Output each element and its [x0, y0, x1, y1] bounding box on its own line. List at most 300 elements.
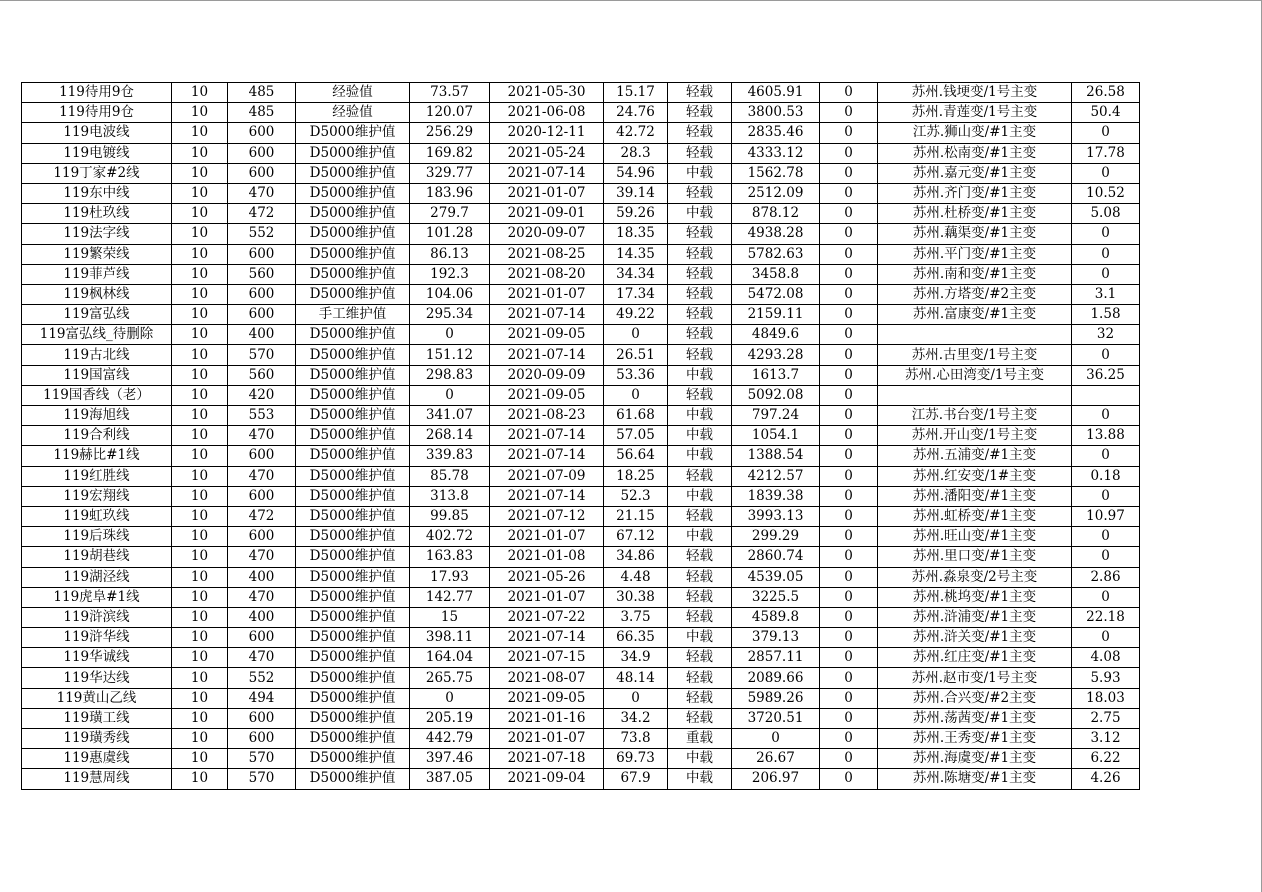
cell-substation-transformer[interactable]: 苏州.平门变/#1主变 — [878, 244, 1072, 264]
cell-load-rate[interactable]: 42.72 — [604, 123, 668, 143]
cell-current-value[interactable]: 295.34 — [410, 305, 490, 325]
cell-flag[interactable]: 0 — [820, 527, 878, 547]
cell-rated-current[interactable]: 552 — [228, 224, 296, 244]
cell-value-source[interactable]: D5000维护值 — [296, 749, 410, 769]
cell-value-source[interactable]: D5000维护值 — [296, 446, 410, 466]
cell-load-rate[interactable]: 59.26 — [604, 204, 668, 224]
cell-load-level[interactable]: 轻载 — [668, 244, 732, 264]
cell-current-value[interactable]: 15 — [410, 607, 490, 627]
cell-voltage[interactable]: 10 — [172, 83, 228, 103]
cell-flag[interactable]: 0 — [820, 628, 878, 648]
cell-voltage[interactable]: 10 — [172, 103, 228, 123]
cell-load-level[interactable]: 中载 — [668, 163, 732, 183]
cell-load-rate[interactable]: 34.86 — [604, 547, 668, 567]
cell-last-value[interactable]: 0 — [1072, 587, 1140, 607]
cell-load-level[interactable]: 轻载 — [668, 305, 732, 325]
cell-value-source[interactable]: D5000维护值 — [296, 264, 410, 284]
cell-voltage[interactable]: 10 — [172, 426, 228, 446]
cell-voltage[interactable]: 10 — [172, 628, 228, 648]
cell-current-value[interactable]: 398.11 — [410, 628, 490, 648]
cell-load-level[interactable]: 轻载 — [668, 183, 732, 203]
cell-date[interactable]: 2021-08-20 — [490, 264, 604, 284]
cell-line-name[interactable]: 119东中线 — [22, 183, 172, 203]
cell-flag[interactable]: 0 — [820, 244, 878, 264]
cell-flag[interactable]: 0 — [820, 668, 878, 688]
cell-remaining-capacity[interactable]: 4293.28 — [732, 345, 820, 365]
cell-date[interactable]: 2021-09-05 — [490, 325, 604, 345]
cell-rated-current[interactable]: 600 — [228, 708, 296, 728]
cell-current-value[interactable]: 0 — [410, 385, 490, 405]
cell-last-value[interactable]: 4.08 — [1072, 648, 1140, 668]
cell-rated-current[interactable]: 570 — [228, 345, 296, 365]
cell-substation-transformer[interactable]: 苏州.海虞变/#1主变 — [878, 749, 1072, 769]
cell-voltage[interactable]: 10 — [172, 204, 228, 224]
cell-last-value[interactable]: 0.18 — [1072, 466, 1140, 486]
cell-flag[interactable]: 0 — [820, 547, 878, 567]
cell-current-value[interactable]: 397.46 — [410, 749, 490, 769]
cell-last-value[interactable]: 3.12 — [1072, 729, 1140, 749]
cell-last-value[interactable]: 26.58 — [1072, 83, 1140, 103]
cell-voltage[interactable]: 10 — [172, 466, 228, 486]
cell-line-name[interactable]: 119电波线 — [22, 123, 172, 143]
cell-current-value[interactable]: 17.93 — [410, 567, 490, 587]
cell-value-source[interactable]: D5000维护值 — [296, 729, 410, 749]
cell-line-name[interactable]: 119慧周线 — [22, 769, 172, 789]
cell-load-rate[interactable]: 34.2 — [604, 708, 668, 728]
cell-voltage[interactable]: 10 — [172, 688, 228, 708]
cell-last-value[interactable]: 0 — [1072, 547, 1140, 567]
cell-value-source[interactable]: D5000维护值 — [296, 486, 410, 506]
cell-flag[interactable]: 0 — [820, 648, 878, 668]
cell-load-level[interactable]: 轻载 — [668, 688, 732, 708]
cell-last-value[interactable]: 0 — [1072, 224, 1140, 244]
cell-remaining-capacity[interactable]: 797.24 — [732, 406, 820, 426]
cell-rated-current[interactable]: 400 — [228, 325, 296, 345]
cell-rated-current[interactable]: 560 — [228, 365, 296, 385]
cell-rated-current[interactable]: 600 — [228, 123, 296, 143]
cell-current-value[interactable]: 163.83 — [410, 547, 490, 567]
cell-load-rate[interactable]: 24.76 — [604, 103, 668, 123]
cell-last-value[interactable]: 0 — [1072, 486, 1140, 506]
cell-load-level[interactable]: 轻载 — [668, 224, 732, 244]
cell-date[interactable]: 2021-07-14 — [490, 628, 604, 648]
cell-remaining-capacity[interactable]: 4589.8 — [732, 607, 820, 627]
cell-flag[interactable]: 0 — [820, 446, 878, 466]
cell-remaining-capacity[interactable]: 4605.91 — [732, 83, 820, 103]
cell-load-level[interactable]: 轻载 — [668, 466, 732, 486]
cell-rated-current[interactable]: 570 — [228, 749, 296, 769]
cell-load-rate[interactable]: 48.14 — [604, 668, 668, 688]
cell-line-name[interactable]: 119璜工线 — [22, 708, 172, 728]
cell-remaining-capacity[interactable]: 1613.7 — [732, 365, 820, 385]
cell-substation-transformer[interactable]: 苏州.陈塘变/#1主变 — [878, 769, 1072, 789]
cell-load-level[interactable]: 轻载 — [668, 668, 732, 688]
cell-date[interactable]: 2021-06-08 — [490, 103, 604, 123]
cell-line-name[interactable]: 119法字线 — [22, 224, 172, 244]
cell-flag[interactable]: 0 — [820, 183, 878, 203]
cell-load-rate[interactable]: 34.9 — [604, 648, 668, 668]
cell-flag[interactable]: 0 — [820, 466, 878, 486]
cell-flag[interactable]: 0 — [820, 567, 878, 587]
cell-current-value[interactable]: 104.06 — [410, 284, 490, 304]
cell-voltage[interactable]: 10 — [172, 325, 228, 345]
cell-flag[interactable]: 0 — [820, 163, 878, 183]
cell-substation-transformer[interactable]: 苏州.藕渠变/#1主变 — [878, 224, 1072, 244]
cell-load-rate[interactable]: 30.38 — [604, 587, 668, 607]
cell-load-rate[interactable]: 39.14 — [604, 183, 668, 203]
cell-last-value[interactable] — [1072, 385, 1140, 405]
cell-date[interactable]: 2021-07-22 — [490, 607, 604, 627]
cell-load-rate[interactable]: 69.73 — [604, 749, 668, 769]
cell-date[interactable]: 2021-07-18 — [490, 749, 604, 769]
cell-load-rate[interactable]: 54.96 — [604, 163, 668, 183]
cell-date[interactable]: 2021-01-07 — [490, 587, 604, 607]
cell-remaining-capacity[interactable]: 4333.12 — [732, 143, 820, 163]
cell-remaining-capacity[interactable]: 2089.66 — [732, 668, 820, 688]
cell-remaining-capacity[interactable]: 5782.63 — [732, 244, 820, 264]
cell-current-value[interactable]: 151.12 — [410, 345, 490, 365]
cell-last-value[interactable]: 0 — [1072, 446, 1140, 466]
cell-substation-transformer[interactable]: 苏州.红安变/1#主变 — [878, 466, 1072, 486]
cell-rated-current[interactable]: 470 — [228, 466, 296, 486]
cell-date[interactable]: 2021-07-12 — [490, 506, 604, 526]
cell-rated-current[interactable]: 553 — [228, 406, 296, 426]
cell-current-value[interactable]: 164.04 — [410, 648, 490, 668]
cell-value-source[interactable]: D5000维护值 — [296, 143, 410, 163]
cell-date[interactable]: 2021-07-14 — [490, 345, 604, 365]
cell-flag[interactable]: 0 — [820, 769, 878, 789]
cell-remaining-capacity[interactable]: 379.13 — [732, 628, 820, 648]
cell-flag[interactable]: 0 — [820, 143, 878, 163]
cell-load-level[interactable]: 轻载 — [668, 587, 732, 607]
cell-value-source[interactable]: D5000维护值 — [296, 224, 410, 244]
cell-load-level[interactable]: 轻载 — [668, 143, 732, 163]
cell-date[interactable]: 2021-07-14 — [490, 305, 604, 325]
cell-last-value[interactable]: 0 — [1072, 244, 1140, 264]
cell-remaining-capacity[interactable]: 299.29 — [732, 527, 820, 547]
cell-flag[interactable]: 0 — [820, 305, 878, 325]
cell-substation-transformer[interactable]: 苏州.桃坞变/#1主变 — [878, 587, 1072, 607]
cell-line-name[interactable]: 119富弘线_待删除 — [22, 325, 172, 345]
cell-current-value[interactable]: 329.77 — [410, 163, 490, 183]
cell-line-name[interactable]: 119虹玖线 — [22, 506, 172, 526]
cell-load-rate[interactable]: 21.15 — [604, 506, 668, 526]
cell-last-value[interactable]: 32 — [1072, 325, 1140, 345]
cell-line-name[interactable]: 119胡巷线 — [22, 547, 172, 567]
cell-remaining-capacity[interactable]: 1562.78 — [732, 163, 820, 183]
cell-last-value[interactable]: 17.78 — [1072, 143, 1140, 163]
cell-date[interactable]: 2021-05-26 — [490, 567, 604, 587]
cell-load-rate[interactable]: 53.36 — [604, 365, 668, 385]
cell-rated-current[interactable]: 600 — [228, 163, 296, 183]
cell-substation-transformer[interactable]: 苏州.钱埂变/1号主变 — [878, 83, 1072, 103]
cell-load-level[interactable]: 中载 — [668, 769, 732, 789]
cell-current-value[interactable]: 265.75 — [410, 668, 490, 688]
cell-flag[interactable]: 0 — [820, 506, 878, 526]
cell-substation-transformer[interactable]: 苏州.红庄变/#1主变 — [878, 648, 1072, 668]
cell-voltage[interactable]: 10 — [172, 305, 228, 325]
cell-substation-transformer[interactable]: 苏州.南和变/#1主变 — [878, 264, 1072, 284]
cell-voltage[interactable]: 10 — [172, 486, 228, 506]
cell-remaining-capacity[interactable]: 5472.08 — [732, 284, 820, 304]
cell-date[interactable]: 2021-08-25 — [490, 244, 604, 264]
cell-value-source[interactable]: D5000维护值 — [296, 163, 410, 183]
cell-value-source[interactable]: D5000维护值 — [296, 567, 410, 587]
cell-load-level[interactable]: 轻载 — [668, 83, 732, 103]
cell-load-rate[interactable]: 28.3 — [604, 143, 668, 163]
cell-voltage[interactable]: 10 — [172, 749, 228, 769]
cell-current-value[interactable]: 442.79 — [410, 729, 490, 749]
cell-date[interactable]: 2021-08-07 — [490, 668, 604, 688]
cell-rated-current[interactable]: 552 — [228, 668, 296, 688]
cell-substation-transformer[interactable]: 苏州.古里变/1号主变 — [878, 345, 1072, 365]
cell-load-level[interactable]: 轻载 — [668, 607, 732, 627]
cell-last-value[interactable]: 1.58 — [1072, 305, 1140, 325]
cell-load-rate[interactable]: 67.12 — [604, 527, 668, 547]
cell-flag[interactable]: 0 — [820, 325, 878, 345]
cell-substation-transformer[interactable]: 苏州.浒浦变/#1主变 — [878, 607, 1072, 627]
cell-voltage[interactable]: 10 — [172, 587, 228, 607]
cell-current-value[interactable]: 99.85 — [410, 506, 490, 526]
cell-flag[interactable]: 0 — [820, 729, 878, 749]
cell-last-value[interactable]: 2.75 — [1072, 708, 1140, 728]
cell-line-name[interactable]: 119虎阜#1线 — [22, 587, 172, 607]
cell-load-rate[interactable]: 0 — [604, 325, 668, 345]
cell-flag[interactable]: 0 — [820, 426, 878, 446]
cell-rated-current[interactable]: 470 — [228, 183, 296, 203]
cell-load-rate[interactable]: 18.35 — [604, 224, 668, 244]
cell-rated-current[interactable]: 400 — [228, 607, 296, 627]
cell-flag[interactable]: 0 — [820, 345, 878, 365]
cell-value-source[interactable]: D5000维护值 — [296, 527, 410, 547]
cell-substation-transformer[interactable]: 苏州.赵市变/1号主变 — [878, 668, 1072, 688]
cell-line-name[interactable]: 119惠虞线 — [22, 749, 172, 769]
cell-substation-transformer[interactable]: 苏州.杜桥变/#1主变 — [878, 204, 1072, 224]
cell-load-rate[interactable]: 52.3 — [604, 486, 668, 506]
cell-load-rate[interactable]: 67.9 — [604, 769, 668, 789]
cell-rated-current[interactable]: 600 — [228, 486, 296, 506]
cell-substation-transformer[interactable]: 苏州.松南变/#1主变 — [878, 143, 1072, 163]
cell-load-level[interactable]: 轻载 — [668, 264, 732, 284]
cell-rated-current[interactable]: 494 — [228, 688, 296, 708]
cell-current-value[interactable]: 339.83 — [410, 446, 490, 466]
cell-rated-current[interactable]: 470 — [228, 648, 296, 668]
cell-value-source[interactable]: D5000维护值 — [296, 204, 410, 224]
cell-voltage[interactable]: 10 — [172, 406, 228, 426]
cell-last-value[interactable]: 10.97 — [1072, 506, 1140, 526]
cell-voltage[interactable]: 10 — [172, 668, 228, 688]
cell-line-name[interactable]: 119湖泾线 — [22, 567, 172, 587]
cell-rated-current[interactable]: 560 — [228, 264, 296, 284]
cell-substation-transformer[interactable]: 苏州.心田湾变/1号主变 — [878, 365, 1072, 385]
cell-load-rate[interactable]: 17.34 — [604, 284, 668, 304]
cell-date[interactable]: 2020-12-11 — [490, 123, 604, 143]
cell-remaining-capacity[interactable]: 3225.5 — [732, 587, 820, 607]
cell-line-name[interactable]: 119电镀线 — [22, 143, 172, 163]
cell-load-rate[interactable]: 57.05 — [604, 426, 668, 446]
cell-last-value[interactable]: 0 — [1072, 264, 1140, 284]
cell-date[interactable]: 2021-07-09 — [490, 466, 604, 486]
cell-current-value[interactable]: 73.57 — [410, 83, 490, 103]
cell-voltage[interactable]: 10 — [172, 729, 228, 749]
cell-value-source[interactable]: D5000维护值 — [296, 769, 410, 789]
cell-remaining-capacity[interactable]: 3993.13 — [732, 506, 820, 526]
cell-line-name[interactable]: 119国富线 — [22, 365, 172, 385]
cell-load-rate[interactable]: 73.8 — [604, 729, 668, 749]
cell-last-value[interactable]: 0 — [1072, 406, 1140, 426]
cell-value-source[interactable]: 经验值 — [296, 83, 410, 103]
cell-date[interactable]: 2021-09-01 — [490, 204, 604, 224]
cell-line-name[interactable]: 119后珠线 — [22, 527, 172, 547]
cell-voltage[interactable]: 10 — [172, 446, 228, 466]
cell-date[interactable]: 2021-01-08 — [490, 547, 604, 567]
cell-date[interactable]: 2021-01-07 — [490, 183, 604, 203]
cell-rated-current[interactable]: 600 — [228, 628, 296, 648]
cell-load-rate[interactable]: 0 — [604, 385, 668, 405]
cell-date[interactable]: 2021-01-16 — [490, 708, 604, 728]
cell-date[interactable]: 2021-07-15 — [490, 648, 604, 668]
cell-voltage[interactable]: 10 — [172, 648, 228, 668]
cell-remaining-capacity[interactable]: 3458.8 — [732, 264, 820, 284]
cell-rated-current[interactable]: 420 — [228, 385, 296, 405]
cell-load-level[interactable]: 中载 — [668, 749, 732, 769]
cell-current-value[interactable]: 313.8 — [410, 486, 490, 506]
cell-substation-transformer[interactable]: 江苏.狮山变/#1主变 — [878, 123, 1072, 143]
cell-substation-transformer[interactable]: 苏州.潘阳变/#1主变 — [878, 486, 1072, 506]
cell-load-level[interactable]: 中载 — [668, 406, 732, 426]
cell-current-value[interactable]: 279.7 — [410, 204, 490, 224]
cell-remaining-capacity[interactable]: 2860.74 — [732, 547, 820, 567]
cell-substation-transformer[interactable]: 苏州.开山变/1号主变 — [878, 426, 1072, 446]
cell-value-source[interactable]: D5000维护值 — [296, 284, 410, 304]
cell-load-rate[interactable]: 61.68 — [604, 406, 668, 426]
cell-flag[interactable]: 0 — [820, 365, 878, 385]
cell-flag[interactable]: 0 — [820, 607, 878, 627]
cell-substation-transformer[interactable]: 苏州.合兴变/#2主变 — [878, 688, 1072, 708]
cell-value-source[interactable]: D5000维护值 — [296, 345, 410, 365]
cell-remaining-capacity[interactable]: 206.97 — [732, 769, 820, 789]
cell-current-value[interactable]: 268.14 — [410, 426, 490, 446]
cell-value-source[interactable]: 经验值 — [296, 103, 410, 123]
cell-date[interactable]: 2021-05-24 — [490, 143, 604, 163]
cell-date[interactable]: 2021-01-07 — [490, 527, 604, 547]
cell-last-value[interactable]: 18.03 — [1072, 688, 1140, 708]
cell-value-source[interactable]: D5000维护值 — [296, 648, 410, 668]
cell-line-name[interactable]: 119丁家#2线 — [22, 163, 172, 183]
cell-last-value[interactable]: 5.93 — [1072, 668, 1140, 688]
cell-rated-current[interactable]: 600 — [228, 143, 296, 163]
cell-line-name[interactable]: 119红胜线 — [22, 466, 172, 486]
cell-voltage[interactable]: 10 — [172, 708, 228, 728]
cell-load-rate[interactable]: 66.35 — [604, 628, 668, 648]
cell-last-value[interactable]: 36.25 — [1072, 365, 1140, 385]
cell-flag[interactable]: 0 — [820, 749, 878, 769]
cell-rated-current[interactable]: 600 — [228, 305, 296, 325]
cell-line-name[interactable]: 119宏翔线 — [22, 486, 172, 506]
cell-rated-current[interactable]: 472 — [228, 506, 296, 526]
cell-substation-transformer[interactable]: 江苏.书台变/1号主变 — [878, 406, 1072, 426]
cell-date[interactable]: 2021-08-23 — [490, 406, 604, 426]
cell-remaining-capacity[interactable]: 4849.6 — [732, 325, 820, 345]
cell-line-name[interactable]: 119古北线 — [22, 345, 172, 365]
cell-date[interactable]: 2021-07-14 — [490, 426, 604, 446]
cell-load-level[interactable]: 中载 — [668, 365, 732, 385]
cell-current-value[interactable]: 120.07 — [410, 103, 490, 123]
cell-line-name[interactable]: 119待用9仓 — [22, 83, 172, 103]
cell-voltage[interactable]: 10 — [172, 284, 228, 304]
cell-remaining-capacity[interactable]: 2159.11 — [732, 305, 820, 325]
cell-last-value[interactable]: 0 — [1072, 527, 1140, 547]
cell-substation-transformer[interactable]: 苏州.里口变/#1主变 — [878, 547, 1072, 567]
cell-last-value[interactable]: 2.86 — [1072, 567, 1140, 587]
cell-current-value[interactable]: 85.78 — [410, 466, 490, 486]
cell-voltage[interactable]: 10 — [172, 385, 228, 405]
cell-substation-transformer[interactable]: 苏州.旺山变/#1主变 — [878, 527, 1072, 547]
cell-voltage[interactable]: 10 — [172, 244, 228, 264]
cell-date[interactable]: 2021-09-05 — [490, 688, 604, 708]
cell-last-value[interactable]: 6.22 — [1072, 749, 1140, 769]
cell-last-value[interactable]: 0 — [1072, 163, 1140, 183]
cell-line-name[interactable]: 119富弘线 — [22, 305, 172, 325]
cell-line-name[interactable]: 119华达线 — [22, 668, 172, 688]
cell-rated-current[interactable]: 570 — [228, 769, 296, 789]
cell-flag[interactable]: 0 — [820, 708, 878, 728]
cell-last-value[interactable]: 0 — [1072, 345, 1140, 365]
cell-flag[interactable]: 0 — [820, 385, 878, 405]
cell-current-value[interactable]: 298.83 — [410, 365, 490, 385]
cell-current-value[interactable]: 341.07 — [410, 406, 490, 426]
cell-voltage[interactable]: 10 — [172, 183, 228, 203]
cell-current-value[interactable]: 183.96 — [410, 183, 490, 203]
cell-remaining-capacity[interactable]: 878.12 — [732, 204, 820, 224]
cell-flag[interactable]: 0 — [820, 103, 878, 123]
cell-load-level[interactable]: 轻载 — [668, 345, 732, 365]
cell-substation-transformer[interactable]: 苏州.荡茜变/#1主变 — [878, 708, 1072, 728]
cell-substation-transformer[interactable]: 苏州.淼泉变/2号主变 — [878, 567, 1072, 587]
cell-value-source[interactable]: D5000维护值 — [296, 466, 410, 486]
cell-current-value[interactable]: 0 — [410, 325, 490, 345]
cell-line-name[interactable]: 119赫比#1线 — [22, 446, 172, 466]
cell-line-name[interactable]: 119国香线（老） — [22, 385, 172, 405]
cell-voltage[interactable]: 10 — [172, 769, 228, 789]
cell-load-rate[interactable]: 4.48 — [604, 567, 668, 587]
cell-voltage[interactable]: 10 — [172, 163, 228, 183]
cell-line-name[interactable]: 119枫林线 — [22, 284, 172, 304]
cell-current-value[interactable]: 205.19 — [410, 708, 490, 728]
cell-last-value[interactable]: 0 — [1072, 628, 1140, 648]
cell-load-rate[interactable]: 34.34 — [604, 264, 668, 284]
cell-date[interactable]: 2021-09-05 — [490, 385, 604, 405]
cell-last-value[interactable]: 10.52 — [1072, 183, 1140, 203]
cell-value-source[interactable]: D5000维护值 — [296, 123, 410, 143]
cell-load-level[interactable]: 中载 — [668, 204, 732, 224]
cell-value-source[interactable]: D5000维护值 — [296, 607, 410, 627]
cell-load-level[interactable]: 轻载 — [668, 325, 732, 345]
cell-date[interactable]: 2021-01-07 — [490, 729, 604, 749]
cell-load-rate[interactable]: 49.22 — [604, 305, 668, 325]
cell-value-source[interactable]: D5000维护值 — [296, 183, 410, 203]
cell-flag[interactable]: 0 — [820, 587, 878, 607]
cell-rated-current[interactable]: 600 — [228, 729, 296, 749]
cell-voltage[interactable]: 10 — [172, 224, 228, 244]
cell-value-source[interactable]: D5000维护值 — [296, 244, 410, 264]
cell-load-rate[interactable]: 14.35 — [604, 244, 668, 264]
cell-value-source[interactable]: 手工维护值 — [296, 305, 410, 325]
cell-current-value[interactable]: 142.77 — [410, 587, 490, 607]
cell-flag[interactable]: 0 — [820, 406, 878, 426]
cell-load-level[interactable]: 轻载 — [668, 103, 732, 123]
cell-value-source[interactable]: D5000维护值 — [296, 506, 410, 526]
